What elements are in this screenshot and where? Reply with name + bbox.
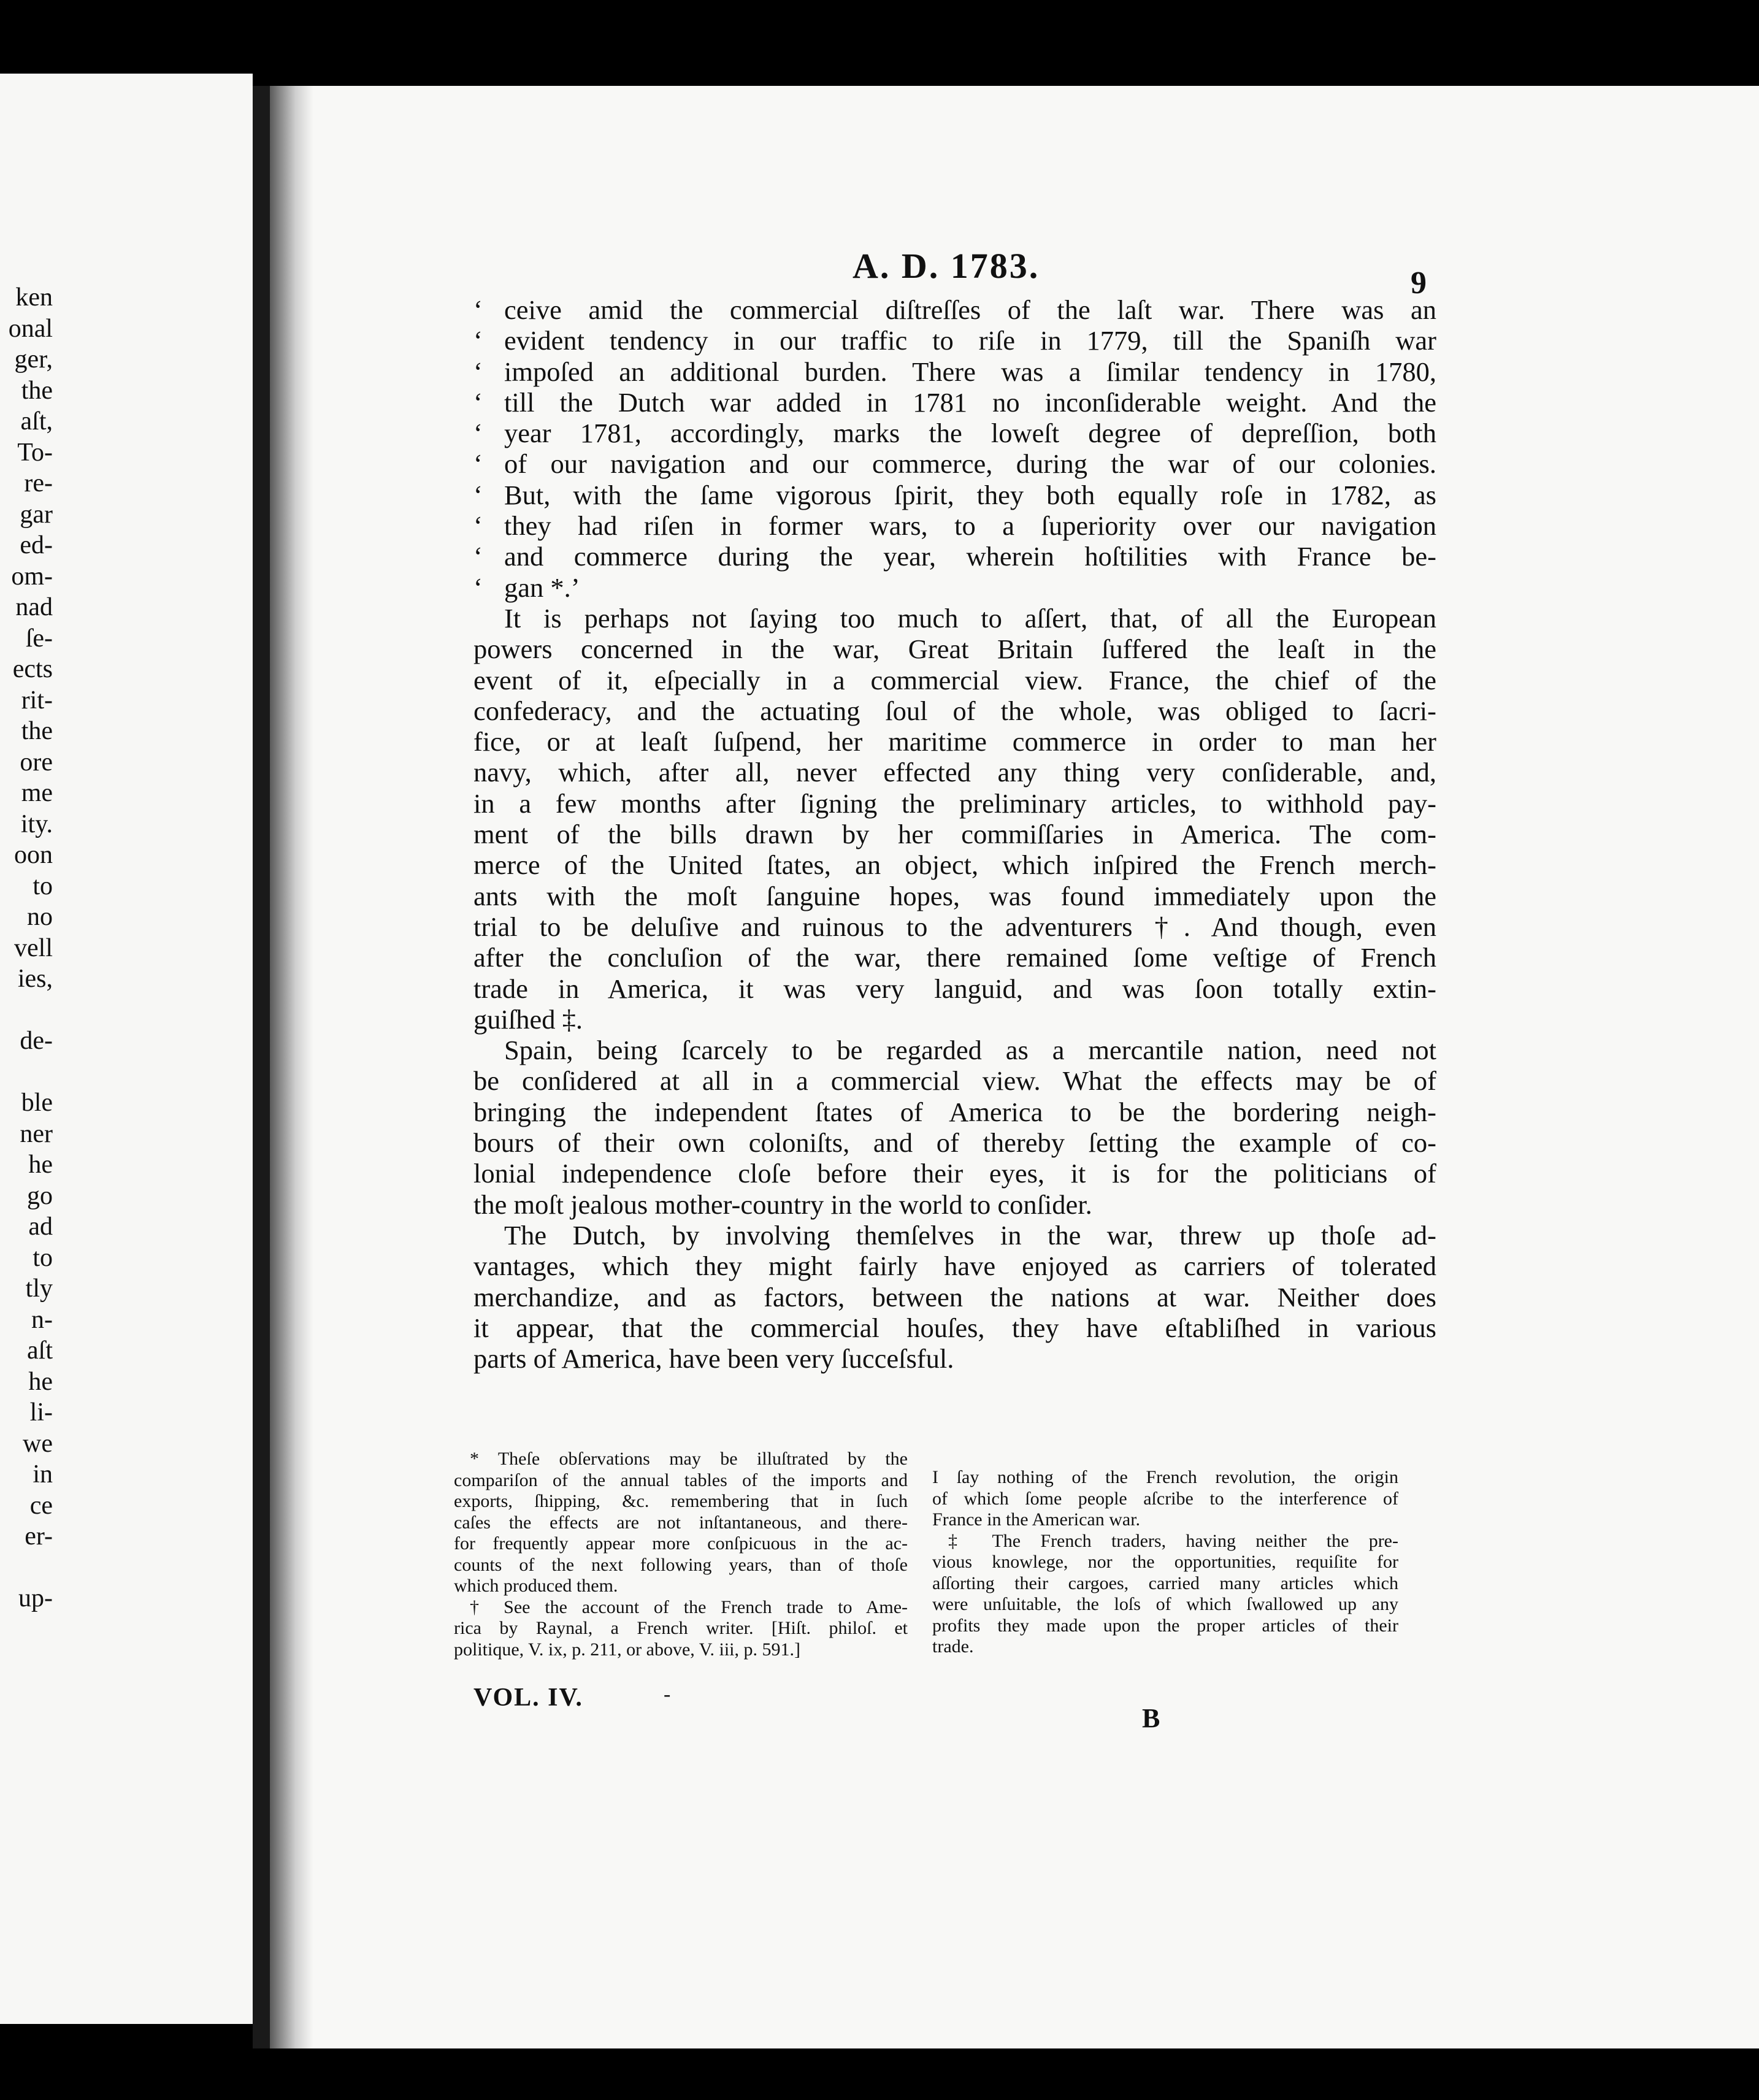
text-line-content: trial to be deluſive and ruinous to the adventurers †. And though, even	[473, 911, 1436, 942]
footnote-line: counts of the next following years, than of thoſe	[454, 1554, 908, 1575]
text-line	[473, 1004, 1436, 1035]
facing-page-line: up-	[18, 1584, 53, 1612]
footnote-line: of which ſome people aſcribe to the interference of	[932, 1488, 1398, 1509]
quotation-mark: ‘	[473, 356, 483, 387]
footnote-line: France in the American war.	[932, 1509, 1141, 1530]
text-line-content: of our navigation and our commerce, during the war of our colonies.	[504, 448, 1436, 480]
facing-page-line: er-	[25, 1522, 53, 1550]
text-line	[473, 325, 1436, 356]
facing-page-line: the	[21, 376, 53, 405]
facing-page-line: de-	[20, 1027, 53, 1055]
text-line	[473, 1220, 1436, 1251]
facing-page-line: To-	[17, 438, 53, 467]
footnote-line: I ſay nothing of the French revolution, the origin	[932, 1467, 1398, 1487]
footnote-line: which produced them.	[454, 1576, 618, 1596]
text-line-content: be conſidered at all in a commercial view. What the effects may be of	[473, 1065, 1436, 1097]
facing-page-line: me	[21, 779, 53, 807]
facing-page-text-fragments	[0, 282, 53, 1614]
text-line	[473, 418, 1436, 448]
quotation-mark: ‘	[473, 572, 483, 603]
facing-page-line	[0, 1552, 53, 1584]
text-line	[473, 1282, 1436, 1312]
text-line	[473, 448, 1436, 479]
text-line	[473, 634, 1436, 664]
text-line-content: ceive amid the commercial diſtreſſes of the laſt war. There was an	[504, 294, 1436, 325]
text-line	[473, 1189, 1436, 1220]
text-line-content: they had riſen in former wars, to a ſuperiority over our navigation	[504, 510, 1436, 542]
text-line	[473, 849, 1436, 880]
signature-dash: -	[664, 1683, 671, 1706]
text-line	[473, 757, 1436, 788]
text-line-content: impoſed an additional burden. There was a ſimilar tendency in 1780,	[504, 356, 1436, 387]
text-line	[473, 942, 1436, 973]
text-line-content: It is perhaps not ſaying too much to aſſert, that, of all the European	[504, 602, 1436, 634]
facing-page-line: in	[33, 1460, 53, 1489]
text-line	[473, 881, 1436, 911]
facing-page-line: gar	[20, 500, 53, 529]
text-line	[473, 510, 1436, 541]
quotation-mark: ‘	[473, 541, 483, 572]
footnote-line: rica by Raynal, a French writer. [Hiſt. philoſ. et	[454, 1618, 908, 1638]
facing-page-line: ken	[15, 283, 53, 312]
footnote-line: vious knowlege, nor the opportunities, requiſite for	[932, 1552, 1398, 1572]
text-line-content: ment of the bills drawn by her commiſſaries in America. The com-	[473, 819, 1436, 850]
text-line-content: the moſt jealous mother-country in the world to conſider.	[473, 1189, 1092, 1220]
facing-page-line: ies,	[17, 965, 53, 993]
facing-page	[0, 74, 253, 2024]
quotation-mark: ‘	[473, 479, 483, 510]
running-head: A. D. 1783.	[853, 246, 1040, 286]
facing-page-line: ce	[29, 1491, 53, 1520]
facing-page-line: oon	[14, 841, 53, 869]
page-number: 9	[1411, 266, 1427, 301]
facing-page-line: we	[23, 1429, 53, 1458]
facing-page-line: ad	[28, 1213, 53, 1241]
text-line	[473, 665, 1436, 696]
footnote-line: trade.	[932, 1636, 974, 1657]
footnotes-right-column	[932, 1467, 1398, 1658]
text-line-content: merce of the United ſtates, an object, which inſpired the French merch-	[473, 849, 1436, 881]
text-line-content: lonial independence cloſe before their eyes, it is for the politicians of	[473, 1158, 1436, 1189]
facing-page-line: n-	[31, 1305, 53, 1334]
text-line-content: evident tendency in our traffic to riſe in 1779, till the Spaniſh war	[504, 325, 1436, 356]
facing-page-line: ects	[12, 655, 53, 683]
facing-page-line: aſt,	[20, 407, 53, 435]
facing-page-line	[0, 1057, 53, 1088]
facing-page-line: ner	[20, 1119, 53, 1148]
footnote-line: † See the account of the French trade to Ame-	[470, 1596, 908, 1617]
facing-page-line: re-	[24, 469, 53, 497]
footnote-line: were unſuitable, the loſs of which ſwallowed up any	[932, 1594, 1398, 1614]
quotation-mark: ‘	[473, 510, 483, 542]
facing-page-line: ger,	[14, 345, 53, 374]
text-line-content: powers concerned in the war, Great Britain ſuffered the leaſt in the	[473, 634, 1436, 665]
text-line	[473, 1065, 1436, 1096]
text-line	[473, 1343, 1436, 1374]
text-line	[473, 356, 1436, 387]
text-line-content: trade in America, it was very languid, and was ſoon totally extin-	[473, 973, 1436, 1004]
facing-page-line: aſt	[27, 1336, 53, 1365]
facing-page-line: the	[21, 717, 53, 745]
text-line-content: vantages, which they might fairly have enjoyed as carriers of tolerated	[473, 1251, 1436, 1282]
text-line-content: The Dutch, by involving themſelves in the war, threw up thoſe ad-	[504, 1219, 1436, 1251]
facing-page-line: to	[33, 1243, 53, 1272]
quotation-mark: ‘	[473, 386, 483, 418]
text-line	[473, 696, 1436, 726]
text-line	[473, 541, 1436, 572]
text-line-content: after the concluſion of the war, there remained ſome veſtige of French	[473, 942, 1436, 973]
quotation-mark: ‘	[473, 325, 483, 356]
text-line	[473, 1251, 1436, 1281]
facing-page-line: go	[27, 1181, 53, 1210]
quotation-mark: ‘	[473, 418, 483, 449]
facing-page-line: he	[28, 1367, 53, 1396]
facing-page-line: he	[28, 1151, 53, 1179]
facing-page-line: li-	[29, 1398, 53, 1427]
footnote-line: caſes the effects are not inſtantaneous, and there-	[454, 1512, 908, 1533]
facing-page-line: ore	[20, 748, 53, 776]
text-line-content: fice, or at leaſt ſuſpend, her maritime commerce in order to man her	[473, 726, 1436, 757]
text-line	[473, 387, 1436, 418]
text-line	[473, 973, 1436, 1004]
facing-page-line: vell	[14, 933, 53, 962]
text-line-content: navy, which, after all, never effected any thing very conſiderable, and,	[473, 757, 1436, 788]
text-line-content: confederacy, and the actuating ſoul of the whole, was obliged to ſacri-	[473, 695, 1436, 726]
text-line	[473, 1312, 1436, 1343]
body-text	[473, 294, 1436, 1374]
text-line-content: But, with the ſame vigorous ſpirit, they both equally roſe in 1782, as	[504, 479, 1436, 510]
text-line-content: event of it, eſpecially in a commercial view. France, the chief of the	[473, 664, 1436, 696]
text-line	[473, 726, 1436, 757]
text-line	[473, 572, 1436, 603]
footnote-line: exports, ſhipping, &c. remembering that in ſuch	[454, 1491, 908, 1511]
text-line-content: and commerce during the year, wherein hoſtilities with France be-	[504, 541, 1436, 572]
signature-mark: VOL. IV.	[473, 1684, 583, 1712]
text-line	[473, 1158, 1436, 1189]
footnote-line: * Theſe obſervations may be illuſtrated by the	[470, 1449, 908, 1469]
text-line	[473, 1035, 1436, 1065]
facing-page-line: no	[27, 903, 53, 931]
facing-page-line: to	[33, 872, 53, 900]
footnote-line: politique, V. ix, p. 211, or above, V. iii, p. 591.]	[454, 1639, 801, 1660]
text-line	[473, 819, 1436, 849]
facing-page-line: rit-	[21, 686, 53, 715]
quotation-mark: ‘	[473, 294, 483, 325]
text-line-content: bringing the independent ſtates of America to be the bordering neigh-	[473, 1096, 1436, 1127]
footnote-line: compariſon of the annual tables of the imports and	[454, 1470, 908, 1490]
text-line-content: year 1781, accordingly, marks the loweſt degree of depreſſion, both	[504, 418, 1436, 449]
facing-page-line: ity.	[20, 810, 53, 838]
footnote-line: aſſorting their cargoes, carried many articles which	[932, 1573, 1398, 1593]
facing-page-line: onal	[8, 314, 53, 343]
footnotes-left-column	[454, 1449, 908, 1660]
facing-page-line: ſe-	[25, 624, 53, 653]
footnote-line: for frequently appear more conſpicuous in the ac-	[454, 1533, 908, 1554]
text-line-content: gan *.’	[504, 572, 580, 603]
text-line	[473, 1127, 1436, 1158]
facing-page-line: ed-	[20, 531, 53, 559]
text-line-content: parts of America, have been very ſucceſsful.	[473, 1343, 954, 1374]
text-line-content: ants with the moſt ſanguine hopes, was found immediately upon the	[473, 880, 1436, 911]
footnote-line: ‡ The French traders, having neither the pre-	[948, 1530, 1398, 1551]
catchword: B	[1142, 1703, 1160, 1733]
text-line-content: till the Dutch war added in 1781 no inconſiderable weight. And the	[504, 386, 1436, 418]
facing-page-line: tly	[25, 1274, 53, 1303]
facing-page-line: ble	[21, 1089, 53, 1117]
text-line	[473, 1097, 1436, 1127]
text-line-content: Spain, being ſcarcely to be regarded as a mercantile nation, need not	[504, 1035, 1436, 1066]
text-line-content: bours of their own coloniſts, and of thereby ſetting the example of co-	[473, 1127, 1436, 1159]
facing-page-line: nad	[15, 593, 53, 621]
text-line-content: guiſhed ‡.	[473, 1003, 583, 1035]
text-line	[473, 480, 1436, 510]
text-line	[473, 911, 1436, 942]
text-line	[473, 788, 1436, 819]
text-line-content: merchandize, and as factors, between the nations at war. Neither does	[473, 1281, 1436, 1312]
footnote-line: profits they made upon the proper articles of their	[932, 1615, 1398, 1636]
text-line-content: in a few months after ſigning the preliminary articles, to withhold pay-	[473, 788, 1436, 819]
text-line	[473, 603, 1436, 634]
text-line	[473, 294, 1436, 325]
quotation-mark: ‘	[473, 448, 483, 480]
text-line-content: it appear, that the commercial houſes, they have eſtabliſhed in various	[473, 1312, 1436, 1343]
facing-page-line	[0, 995, 53, 1026]
facing-page-line: om-	[11, 562, 53, 591]
gutter-shadow	[270, 86, 313, 2048]
